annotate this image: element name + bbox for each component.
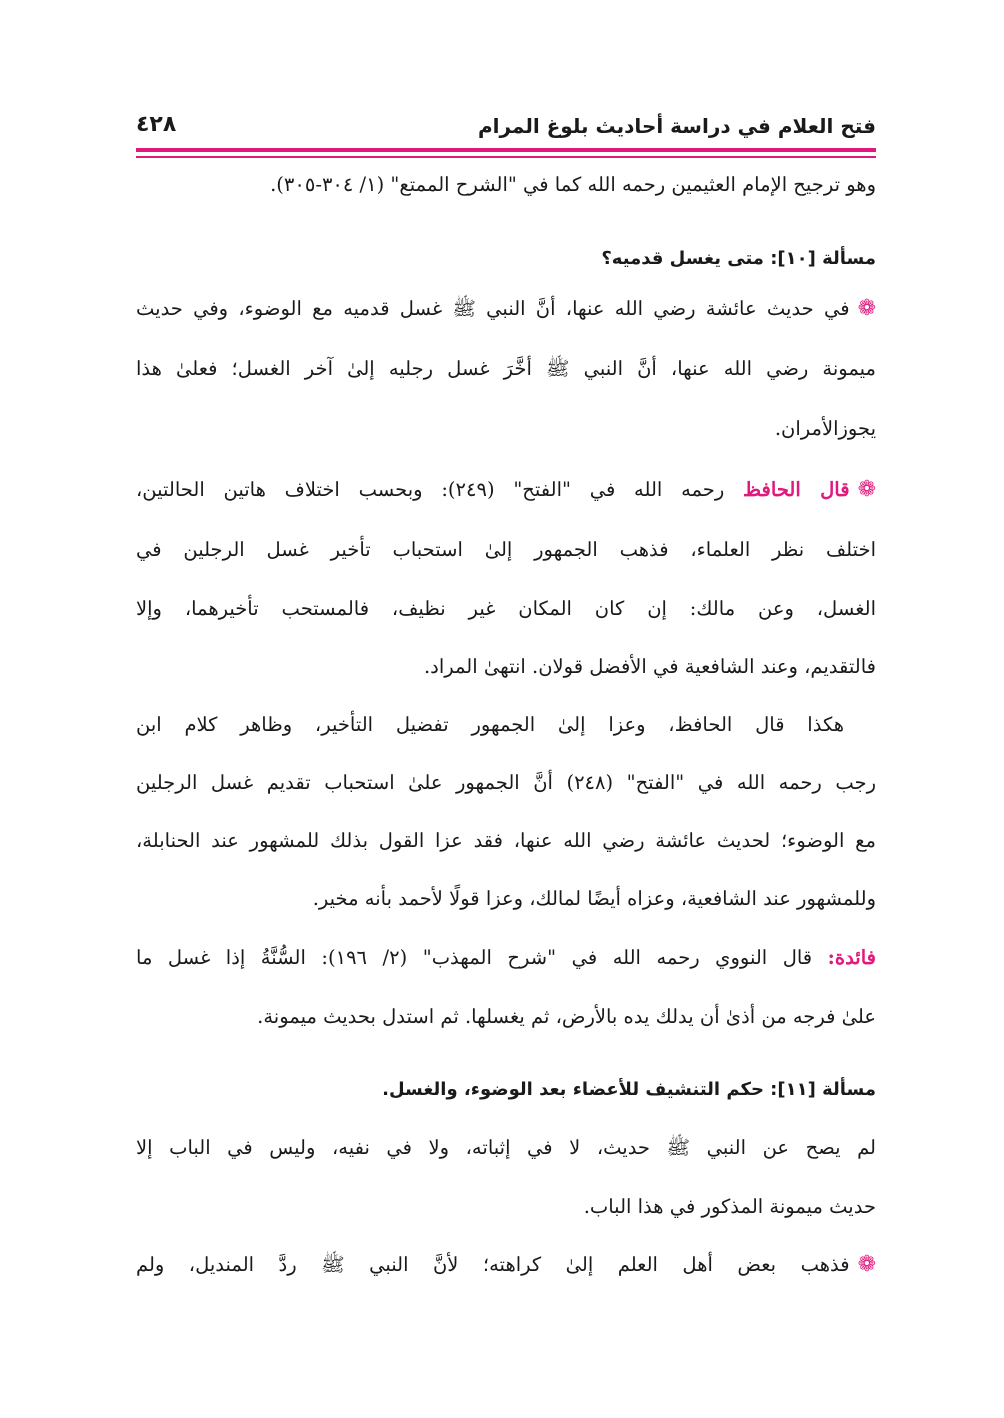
header-rule-thin: [136, 156, 876, 158]
page-number: ٤٢٨: [136, 112, 177, 137]
intro-line: وهو ترجيح الإمام العثيمين رحمه الله كما في "الشرح الممتع" (١/ ٣٠٤-٣٠٥).: [270, 173, 876, 196]
benefit-label: فائدة:: [827, 946, 876, 969]
paragraph-line: [136, 1250, 876, 1280]
speaker-label: قال الحافظ: [743, 478, 850, 501]
paragraph-line: [136, 475, 876, 505]
header-rule-thick: [136, 148, 876, 152]
paragraph-line: ميمونة رضي الله عنها، أنَّ النبي ﷺ أخَّرَ غسل رجليه إلىٰ آخر الغسل؛ فعلىٰ هذا: [136, 357, 876, 380]
paragraph-line: مع الوضوء؛ لحديث عائشة رضي الله عنها، فقد عزا القول بذلك للمشهور عند الحنابلة،: [136, 829, 876, 852]
paragraph-line: الغسل، وعن مالك: إن كان المكان غير نظيف، فالمستحب تأخيرهما، وإلا: [136, 597, 876, 620]
paragraph-line: [136, 294, 876, 324]
rosette-bullet-icon: ❁: [857, 296, 876, 321]
paragraph-line: يجوزالأمران.: [774, 417, 876, 440]
question-11-heading: مسألة [١١]: حكم التنشيف للأعضاء بعد الوضوء، والغسل.: [382, 1079, 876, 1100]
paragraph-line: [136, 943, 876, 973]
rosette-bullet-icon: ❁: [857, 477, 876, 502]
paragraph-line: وللمشهور عند الشافعية، وعزاه أيضًا لمالك، وعزا قولًا لأحمد بأنه مخير.: [312, 887, 876, 910]
paragraph-line: حديث ميمونة المذكور في هذا الباب.: [583, 1195, 876, 1218]
paragraph-line: فالتقديم، وعند الشافعية في الأفضل قولان. انتهىٰ المراد.: [423, 655, 876, 678]
rosette-bullet-icon: ❁: [857, 1252, 876, 1277]
paragraph-line: اختلف نظر العلماء، فذهب الجمهور إلىٰ استحباب تأخير غسل الرجلين في: [136, 538, 876, 561]
running-title: فتح العلام في دراسة أحاديث بلوغ المرام: [477, 114, 876, 138]
paragraph-line: رجب رحمه الله في "الفتح" (٢٤٨) أنَّ الجمهور علىٰ استحباب تقديم غسل الرجلين: [136, 771, 876, 794]
paragraph-line: علىٰ فرجه من أذىٰ أن يدلك يده بالأرض، ثم يغسلها. ثم استدل بحديث ميمونة.: [257, 1005, 876, 1028]
page-header: [136, 108, 876, 144]
line-text: في حديث عائشة رضي الله عنها، أنَّ النبي ﷺ غسل قدميه مع الوضوء، وفي حديث: [136, 297, 850, 320]
question-10-heading: مسألة [١٠]: متى يغسل قدميه؟: [601, 248, 876, 269]
line-text: رحمه الله في "الفتح" (٢٤٩): وبحسب اختلاف هاتين الحالتين،: [136, 478, 725, 501]
paragraph-line: لم يصح عن النبي ﷺ حديث، لا في إثباته، ولا في نفيه، وليس في الباب إلا: [136, 1136, 876, 1159]
line-text: فذهب بعض أهل العلم إلىٰ كراهته؛ لأنَّ النبي ﷺ ردَّ المنديل، ولم: [136, 1253, 850, 1276]
line-text: قال النووي رحمه الله في "شرح المهذب" (٢/ ١٩٦): السُّنَّةُ إذا غسل ما: [136, 946, 813, 969]
paragraph-line: هكذا قال الحافظ، وعزا إلىٰ الجمهور تفضيل التأخير، وظاهر كلام ابن: [136, 713, 844, 736]
